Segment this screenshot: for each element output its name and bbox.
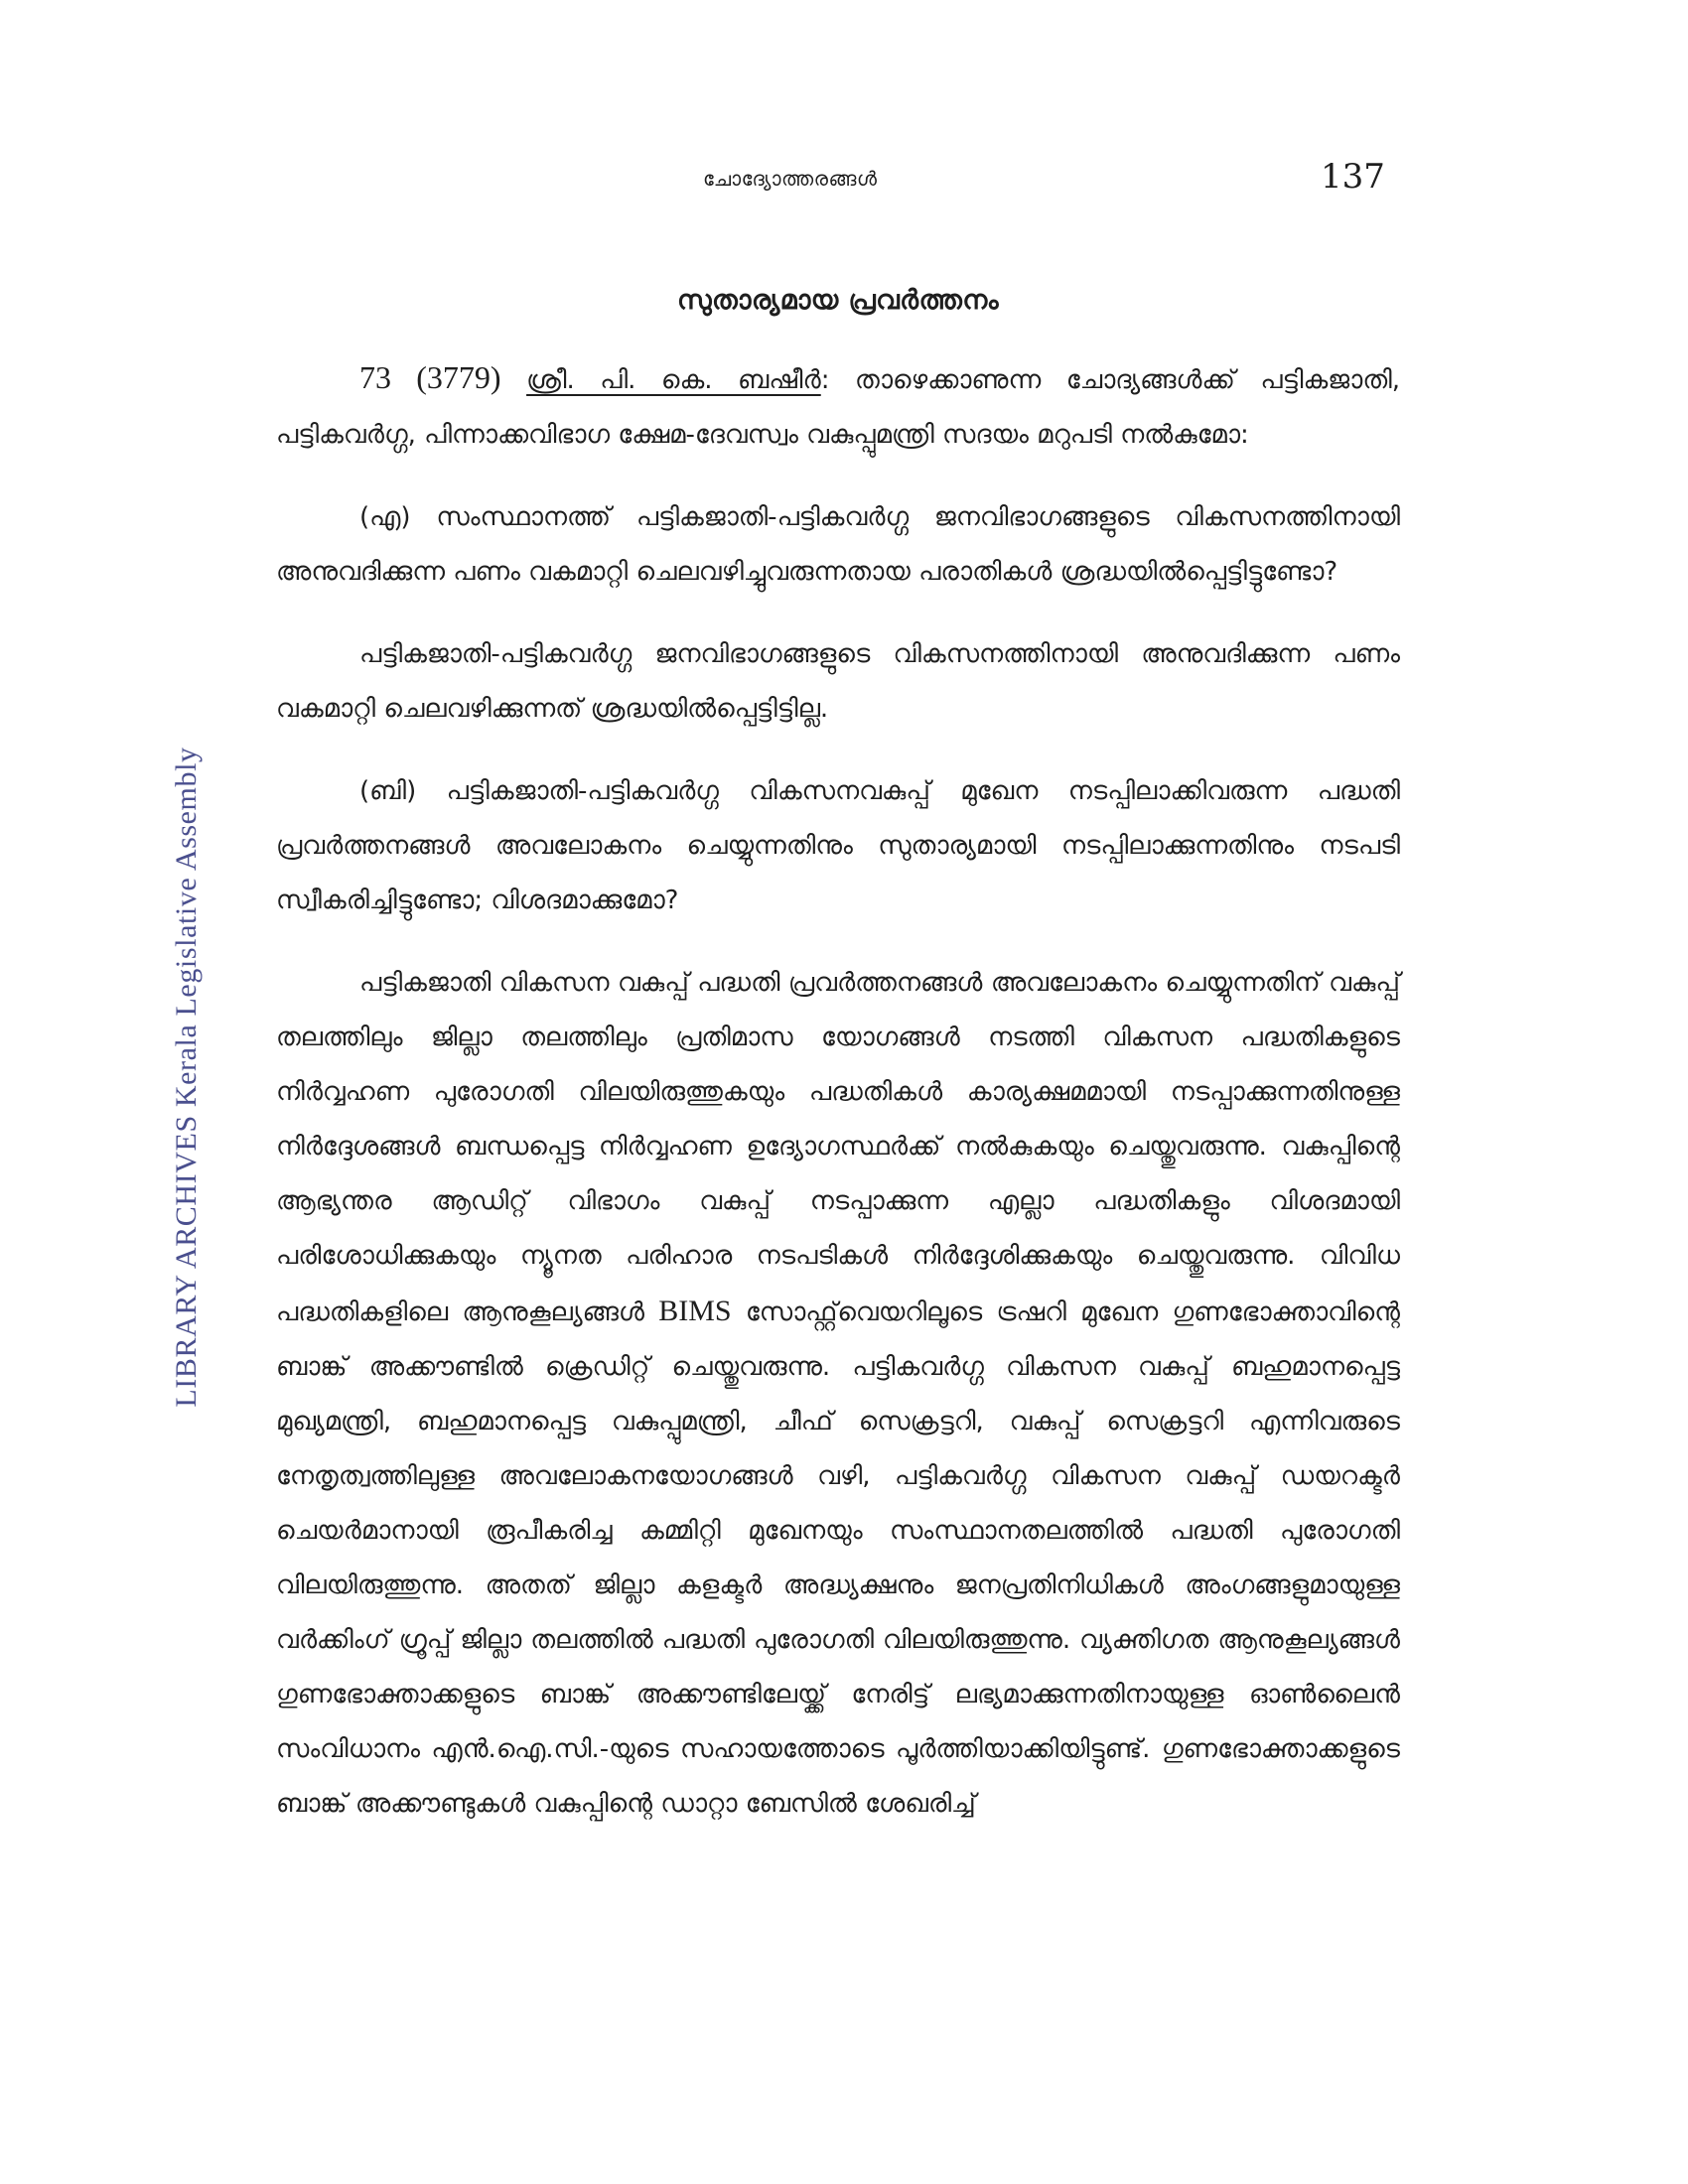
question-intro-text: : താഴെക്കാണുന്ന ചോദ്യങ്ങൾക്ക് പട്ടികജാതി, പട്ടികവർഗ്ഗ, പിന്നാക്കവിഭാഗ ക്ഷേമ-ദേവസ്വം വകുപ്പുമന്ത്രി സദയം മറുപടി നൽകുമോ: (276, 365, 1400, 450)
document-body (276, 273, 1400, 1859)
answer-b-text-part2: സോഫ്റ്റ്‌വെയറിലൂടെ ട്രഷറി മുഖേന ഗുണഭോക്താവിന്റെ ബാങ്ക് അക്കൗണ്ടിൽ ക്രെഡിറ്റ് ചെയ്തുവരുന്നു. പട്ടികവർഗ്ഗ വികസന വകുപ്പ് ബഹുമാനപ്പെട്ട മുഖ്യമന്ത്രി, ബഹുമാനപ്പെട്ട വകുപ്പുമന്ത്രി, ചീഫ് സെക്രട്ടറി, വകുപ്പ് സെക്രട്ടറി എന്നിവരുടെ നേതൃത്വത്തിലുള്ള അവലോകനയോഗങ്ങൾ വഴി, പട്ടികവർഗ്ഗ വികസന വകുപ്പ് ഡയറക്ടർ ചെയർമാനായി രൂപീകരിച്ച കമ്മിറ്റി മുഖേനയും സംസ്ഥാനതലത്തിൽ പദ്ധതി പുരോഗതി വിലയിരുത്തുന്നു. അതത് ജില്ലാ കളക്ടർ അദ്ധ്യക്ഷനും ജനപ്രതിനിധികൾ അംഗങ്ങളുമായുള്ള വർക്കിംഗ് ഗ്രൂപ്പ് ജില്ലാ തലത്തിൽ പദ്ധതി പുരോഗതി വിലയിരുത്തുന്നു. വ്യക്തിഗത ആനുകൂല്യങ്ങൾ ഗുണഭോക്താക്കളുടെ ബാങ്ക് അക്കൗണ്ടിലേയ്ക്ക് നേരിട്ട് ലഭ്യമാക്കുന്നതിനായുള്ള ഓൺലൈൻ സംവിധാനം എൻ.ഐ.സി.-യുടെ സഹായത്തോടെ പൂർത്തിയാക്കിയിട്ടുണ്ട്. ഗുണഭോക്താക്കളുടെ ബാങ്ക് അക്കൗണ്ടുകൾ വകുപ്പിന്റെ ഡാറ്റാ ബേസിൽ ശേഖരിച്ച് (276, 1297, 1401, 1819)
bims-acronym: BIMS (658, 1295, 732, 1327)
answer-a-paragraph: പട്ടികജാതി-പട്ടികവർഗ്ഗ ജനവിഭാഗങ്ങളുടെ വികസനത്തിനായി അനുവദിക്കുന്ന പണം വകമാറ്റി ചെലവഴിക്കുന്നത് ശ്രദ്ധയിൽപ്പെട്ടിട്ടില്ല. (276, 639, 1400, 724)
question-intro-paragraph (276, 350, 1400, 463)
answer-b-text-part1: പട്ടികജാതി വികസന വകുപ്പ് പദ്ധതി പ്രവർത്തനങ്ങൾ അവലോകനം ചെയ്യുന്നതിന് വകുപ്പ് തലത്തിലും ജില്ലാ തലത്തിലും പ്രതിമാസ യോഗങ്ങൾ നടത്തി വികസന പദ്ധതികളുടെ നിർവ്വഹണ പുരോഗതി വിലയിരുത്തുകയും പദ്ധതികൾ കാര്യക്ഷമമായി നടപ്പാക്കുന്നതിനുള്ള നിർദ്ദേശങ്ങൾ ബന്ധപ്പെട്ട നിർവ്വഹണ ഉദ്യോഗസ്ഥർക്ക് നൽകുകയും ചെയ്തുവരുന്നു. വകുപ്പിന്റെ ആഭ്യന്തര ആഡിറ്റ് വിഭാഗം വകുപ്പ് നടപ്പാക്കുന്ന എല്ലാ പദ്ധതികളും വിശദമായി പരിശോധിക്കുകയും ന്യൂനത പരിഹാര നടപടികൾ നിർദ്ദേശിക്കുകയും ചെയ്തുവരുന്നു. വിവിധ പദ്ധതികളിലെ ആനുകൂല്യങ്ങൾ (276, 968, 1400, 1327)
question-a-paragraph: (എ) സംസ്ഥാനത്ത് പട്ടികജാതി-പട്ടികവർഗ്ഗ ജനവിഭാഗങ്ങളുടെ വികസനത്തിനായി അനുവദിക്കുന്ന പണം വകമാറ്റി ചെലവഴിച്ചുവരുന്നതായ പരാതികൾ ശ്രദ്ധയിൽപ്പെട്ടിട്ടുണ്ടോ? (276, 502, 1400, 587)
question-number: 73 (3779) (359, 359, 501, 395)
member-name: ശ്രീ. പി. കെ. ബഷീർ (526, 365, 821, 395)
page-number: 137 (1321, 157, 1385, 197)
section-title: സുതാര്യമായ പ്രവർത്തനം (677, 285, 999, 316)
answer-b-paragraph (276, 956, 1400, 1832)
archive-watermark: LIBRARY ARCHIVES Kerala Legislative Assembly (170, 747, 203, 1408)
running-header: ചോദ്യോത്തരങ്ങൾ (703, 167, 878, 191)
question-b-paragraph: (ബി) പട്ടികജാതി-പട്ടികവർഗ്ഗ വികസനവകുപ്പ് മുഖേന നടപ്പിലാക്കിവരുന്ന പദ്ധതി പ്രവർത്തനങ്ങൾ അവലോകനം ചെയ്യുന്നതിനും സുതാര്യമായി നടപ്പിലാക്കുന്നതിനും നടപടി സ്വീകരിച്ചിട്ടുണ്ടോ; വിശദമാക്കുമോ? (276, 776, 1400, 915)
